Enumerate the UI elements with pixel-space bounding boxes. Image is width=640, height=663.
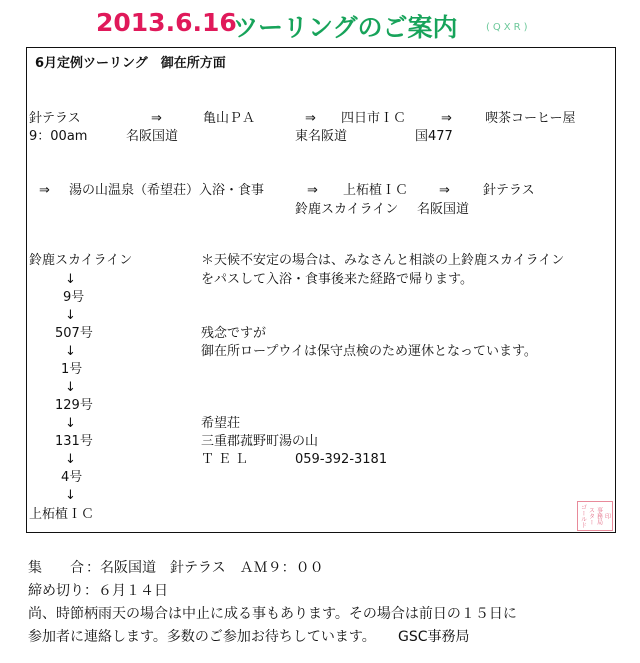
path-arrow: ↓ <box>65 380 76 395</box>
path-item: 131号 <box>55 434 93 449</box>
assembly-label: 集 合 <box>28 560 84 576</box>
header-code: (QXR) <box>486 22 531 33</box>
route2-arrow1: ⇒ <box>307 183 318 198</box>
deadline: 締め切り：６月１４日 <box>28 583 168 599</box>
hotel-address: 三重郡菰野町湯の山 <box>201 434 319 449</box>
details-box <box>26 47 616 533</box>
path-arrow: ↓ <box>65 272 76 287</box>
route1-road1: 名阪国道 <box>126 129 179 144</box>
note-weather-line1: ＊天候不安定の場合は、みなさんと相談の上鈴鹿スカイライン <box>201 253 565 268</box>
path-item: 507号 <box>55 326 93 341</box>
note-weather-line2: をパスして入浴・食事後来た経路で帰ります。 <box>201 272 473 287</box>
route2-stop2: 上柘植ＩＣ <box>343 183 409 198</box>
path-item: 9号 <box>63 290 85 305</box>
route1-arrow3: ⇒ <box>441 111 452 126</box>
route2-arrow0: ⇒ <box>39 183 50 198</box>
route1-stop3: 四日市ＩＣ <box>341 111 407 126</box>
route1-stop1: 針テラス <box>29 111 81 126</box>
route1-road3: 国477 <box>415 129 453 144</box>
path-item: 鈴鹿スカイライン <box>29 253 133 268</box>
route2-arrow2: ⇒ <box>439 183 450 198</box>
route2-stop3: 針テラス <box>483 183 535 198</box>
contact-notice: 参加者に連絡します。多数のご参加お待ちしています。 <box>28 629 376 645</box>
path-arrow: ↓ <box>65 416 76 431</box>
route2-road2: 名阪国道 <box>417 202 470 217</box>
box-heading: 6月定例ツーリング 御在所方面 <box>35 56 226 71</box>
note-ropeway-line1: 残念ですが <box>201 326 267 341</box>
stamp-text: ゴールド <box>579 504 587 528</box>
rain-notice: 尚、時節柄雨天の場合は中止に成る事もあります。その場合は前日の１５日に <box>28 606 517 622</box>
route1-stop4: 喫茶コーヒー屋 <box>485 111 576 126</box>
path-arrow: ↓ <box>65 488 76 503</box>
office-stamp <box>577 501 613 531</box>
path-arrow: ↓ <box>65 308 76 323</box>
hotel-name: 希望荘 <box>201 416 241 431</box>
route1-stop2: 亀山ＰＡ <box>203 111 256 126</box>
header-title: ツーリングのご案内 <box>233 13 458 42</box>
assembly-value: ：名阪国道 針テラス ＡＭ９：００ <box>86 560 324 576</box>
hotel-tel-label: ＴＥＬ <box>201 452 253 467</box>
route1-time: 9：00am <box>29 129 88 144</box>
path-item: 1号 <box>61 362 83 377</box>
path-item: 129号 <box>55 398 93 413</box>
stamp-text: 事務局 <box>595 507 603 525</box>
route2-road1: 鈴鹿スカイライン <box>295 202 399 217</box>
note-ropeway-line2: 御在所ロープウイは保守点検のため運休となっています。 <box>201 344 537 359</box>
route1-road2: 東名阪道 <box>295 129 348 144</box>
route1-arrow2: ⇒ <box>305 111 316 126</box>
office-name: GSC事務局 <box>398 629 470 645</box>
route1-arrow1: ⇒ <box>151 111 162 126</box>
header-date: 2013.6.16 <box>96 8 237 37</box>
stamp-text: 印 <box>603 513 611 519</box>
path-item: 上柘植ＩＣ <box>29 507 95 522</box>
stamp-text: スター <box>587 507 595 525</box>
path-arrow: ↓ <box>65 452 76 467</box>
hotel-tel: 059-392-3181 <box>295 452 388 467</box>
path-arrow: ↓ <box>65 344 76 359</box>
path-item: 4号 <box>61 470 83 485</box>
route2-stop1: 湯の山温泉（希望荘）入浴・食事 <box>69 183 265 198</box>
